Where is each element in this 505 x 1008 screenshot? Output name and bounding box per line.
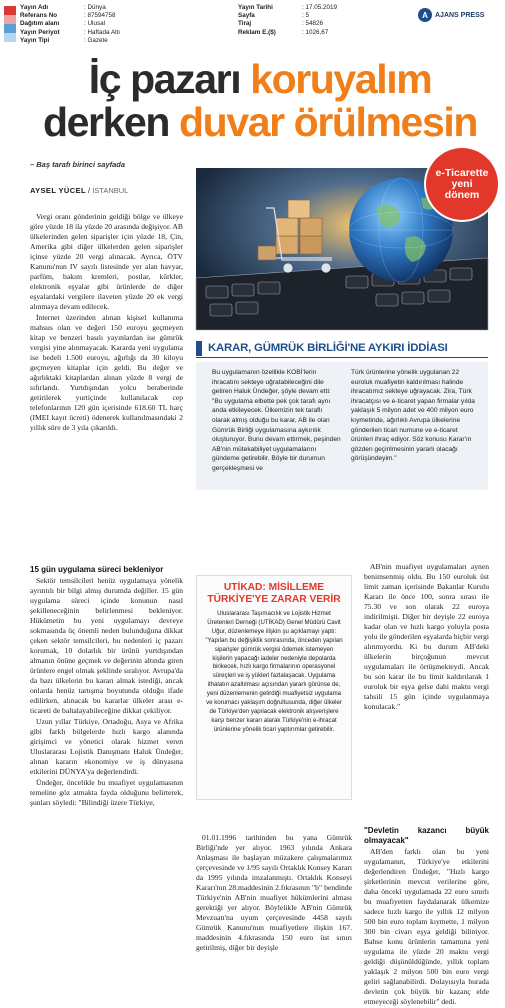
paragraph: 01.01.1996 tarihinden bu yana Gümrük Birliği'nde yer alıyor. 1963 yılında Ankara Anlaşması ile başlayan müzakere çalışmalarımız çerçevesinde ve 1/95 sayılı Ortaklık Konsey Kararı da 1995 yılında imzalanmıştı. Ortaklık Konseyi Kararı'nın 28.maddesinin 2.fıkrasının "b" bendinde Türkiye'nin AB'nin muafiyet hükümlerini alması gerektiği yer alıyor. Böylelikle AB'nin Gümrük Mevzuatı'na uyum çerçevesinde 4458 sayılı Gümrük Kanunu'nun muafiyetlere ilişkin 167. maddesinin 4.fıkrasında 150 euro üst sınırı getirilmiş, diğer bir deyişle [196,833,352,952]
paragraph: AB'nin muafiyet uygulamaları aynen benimsenmiş oldu. Bu 150 euroluk üst limit zaman içerisinde Bakanlar Kurulu Kararı ile önce 100, sonra sırası ile 75.30 ve son olarak 22 euroya indirilmişti. Diğer bir deyişle 22 euroya kadar olan ve hızlı kargo yoluyla posta yolu ile gönderilen eşyalarda hiçbir vergi alınmıyordu. Ki bu durum AB'deki ülkelerin birçoğunun mevcut uygulamaları ile örtüşmekteydi. Ancak bu son karar ile bu limit kaldırılarak 1 euroluk bir eşya gelse dahi maktu vergi tahsili 15 gün içinde uygulanmaya konulacak." [364,562,489,711]
meta-key: Yayın Adı [20,4,49,11]
meta-value: : Dünya [84,4,106,11]
meta-row [238,20,337,28]
headline-part: derken [42,99,180,145]
subheading: 15 gün uygulama süreci bekleniyor [30,565,164,574]
meta-value: : 1026,67 [302,28,329,36]
meta-key: Yayın Tarihi [238,4,273,11]
karar-left-text: Bu uygulamanın özellikle KOBİ'lerin ihracatını sekteye uğratabileceğini dile getiren Haluk Ündeğer, şöyle devam etti: "Bu uygulama elbette pek çok tarafı aynı anda etkileyecek. Ülkemizin tek taraflı olarak almış olduğu bu karar, AB ile olan Gümrük Birliği uygulamasına aykırılık oluşturuyor. Bunu devam ettirmek, peşinden AB'nin mütekabiliyet uygulamalarını gündeme getirebilir. Böyle bir durumun gerçekleşmesi ve [212,369,341,472]
byline-separator: / [85,186,93,195]
headline-part: koruyalım [250,56,432,102]
karar-right-text: Türk ürünlerine yönelik uygulanan 22 euroluk muafiyetin kaldırılması halinde ihracatımız sekteye uğrayacak. Zira, Türk ihracatçısı ve e-ticaret yapan firmalar yılda yaklaşık 5 milyon adet ve 400 milyon euro kıymetinde, ağırlıklı Avrupa ülkelerine gönderilen ticari numune ve e-ticaret ürünleri ihraç ediyor. Söz konusu Karar'ın gözden geçirilmesinin yararlı olacağı görüşündeyim." [351,369,475,463]
subheading: "Devletin kazancı büyük olmayacak" [364,826,489,845]
color-swatch [4,33,16,42]
paragraph: Uzun yıllar Türkiye, Ortadoğu, Asya ve Afrika gibi farklı bölgelerde hızlı kargo alanında girişimci ve yönetici olarak hizmet veren Uluslararası Lojistik Danışmanı Haluk Ündeğer, alınan kararın ekonomiye ve iş dünyasına etkilerini DÜNYA'ya değerlendirdi. [30,717,183,776]
title-accent-bar [196,341,202,356]
meta-value: : Ulusal [84,20,105,28]
meta-value: : Gazete [84,36,108,44]
meta-row [20,4,120,12]
e-ticaret-badge [426,148,498,220]
meta-value: : 87594758 [84,12,116,20]
meta-right [238,4,337,37]
ajans-press-logo [418,5,500,25]
meta-key: Referans No [20,12,58,20]
color-swatch [4,15,16,24]
author-name: AYSEL YÜCEL [30,186,86,195]
meta-row [238,29,337,37]
paragraph: AB'den farklı olan bu yeni uygulamanın, Türkiye'ye etkilerini değerlendiren Ündeğer, "Hızlı kargo şirketlerinin mevcut verilerine göre, daha önceki uygulamada 22 euro sınırlı bu muafiyetten faydalanarak ülkemize sadece hızlı kargo ile yıllık 12 milyon 500 bin euro toplam kıymette, 1 milyon 300 bin civarı eşya geldiği biliniyor. Bahse konu ürünlerin tamamına yeni uygulama ile yüzde 20 maktu vergi geldiği düşünüldüğünde, yıllık toplam yaklaşık 2 milyon 500 bin euro vergi geliri sağlanabilirdi. Dolayısıyla burada devletin çok büyük bir kazanç elde etmeyeceği söylenebilir" dedi. [364,847,489,1006]
byline-city: İSTANBUL [92,186,129,195]
meta-key: Yayın Tipi [20,36,50,44]
article-column-1-bottom [30,562,183,809]
meta-left [20,4,120,45]
article-column-3-top [364,562,489,713]
meta-row [238,4,337,12]
headline-part: duvar örülmesin [179,99,478,145]
karar-box-title [196,339,488,358]
meta-row [20,12,120,20]
badge-line: yeni [451,177,473,190]
article-column-2-bottom [196,833,352,954]
meta-value: : Haftada Altı [84,28,121,36]
utikad-text: Uluslararası Taşımacılık ve Lojistik Hizmet Üretenleri Derneği (UTİKAD) Genel Müdürü Cavit Uğur, düzenlemeye ilişkin şu açıklamayı yaptı: "Yapılan bu değişiklik sonrasında, önceden yapılan siparişler gümrük vergisi ödemek istemeyen kişilerin yapacağı iadeler nedeniyle depolarda birikecek, hızlı kargo firmalarının operasyonel süreçleri ve iş yükleri fazlalaşacak. Uygulama ithalatın azaltılması açısından yararlı görünse de, yeni düzenlemenin getirdiği muafiyetsiz uygulama ve korumacı yaklaşım doğrultusunda, diğer ülkeler de Türkiye'den yapılacak elektronik alışverişlere karşı benzer kararı alarak Türkiye'nin e-ihracat ürünlerine yönelik ticari yaptırımlar getirebilir. [205,610,343,733]
meta-row [20,29,120,37]
meta-row [20,20,120,28]
byline [30,186,128,195]
meta-row [238,12,337,20]
karar-box [196,362,488,490]
color-swatch [4,6,16,15]
headline [30,58,490,144]
utikad-box [196,575,352,800]
meta-key: Sayfa [238,12,255,20]
meta-row [20,37,120,45]
paragraph: İnternet üzerinden alınan kişisel kullanıma mahsus olan ve değeri 150 euroyu geçmeyen kitap ve benzeri basılı yayınlardan ise gümrük vergisi yine alınmayacak. Kararda yeni uygulama ise bedeli 1.500 euroyu, ağırlığı da 30 kiloyu geçmeyen kitaplar için geldi. Bu değer ve ağırlıktaki kitaplardan alınan yüzde 8 vergi de sıfırlandı. Yurtdışından yolcu beraberinde getirilerek yurtiçinde kullanılacak cep telefonlarının 120 gün içerisinde 618.60 TL harç (IMEI kayıt ücreti) ödenerek kullanılmasındaki 2 yıllık süre de 3 yıla çıkarıldı. [30,313,183,432]
color-registration-bar [4,6,16,42]
ajans-press-icon: A [418,8,432,22]
article-column-3-bottom [364,823,489,1008]
badge-line: e-Ticarette [435,166,489,179]
utikad-title: UTİKAD: MİSİLLEME [223,582,325,593]
color-swatch [4,24,16,33]
paragraph: Vergi oranı gönderinin geldiği bölge ve ülkeye göre yüzde 18 ila yüzde 20 arasında değişiyor. AB ülkelerinden gelen siparişler için yüzde 18, Çin, Amerika gibi diğer ülkelerden gelen siparişler içinse yüzde 20 vergi alınacak. Ayrıca, ÖTV Kanunu'nun IV sayılı listesinde yer alan havyar, parfüm, bakım kremleri, postlar, kürkler, elektronik eşyalar gibi ürünlerde de diğer eşyalardaki vergilere ilaveten yüzde 20 ek vergi alınmaya devam edilecek. [30,212,183,311]
kicker: – Baş tarafı birinci sayfada [30,160,126,169]
karar-title-text: KARAR, GÜMRÜK BİRLİĞİ'NE AYKIRI İDDİASI [208,342,448,354]
meta-key: Yayın Periyot [20,28,60,36]
utikad-title: TÜRKİYE'YE ZARAR VERİR [207,594,341,605]
paragraph: Ündeğer, öncelikle bu muafiyet uygulamasının temeline göz atmakta fayda olduğunu belirterek, şunları söyledi: "Bilindiği üzere Türkiye, [30,778,183,807]
meta-value: : 54826 [302,20,324,28]
meta-key: Tiraj [238,20,252,28]
meta-value: : 5 [302,12,310,20]
badge-line: dönem [444,188,480,201]
meta-value: : 17.05.2019 [302,4,338,11]
paragraph: Sektör temsilcileri henüz uygulamaya yönelik ayrıntılı bir bilgi almış durumda değiller. 15 gün uygulama süreci içinde konunun nasıl şekilleneceğinin belirlenmesi bekleniyor. Hükümetin bu yeni uygulamayı devreye sokmasında üç önemli neden bulunduğuna dikkat çeken sektör temsilcileri, bu nedenleri iç pazarı korumak, 10 dolarlık bir ürünü yurtdışından almanın önüne geçmek ve değerinin altında giren ürünlere engel olmak şeklinde sıralıyor. Avrupa'da da bazı ülkelerin bu kararı almak istediği, ancak onlarda henüz tartışma boyutunda olduğu ifade edilirken, alınacak bu kararlar ülkeler arası e-ticareti de baltalayabileceğine dikkat çekiliyor. [30,576,183,715]
meta-key: Dağıtım alanı [20,20,60,28]
logo-text: AJANS PRESS [435,11,485,19]
meta-key: Reklam E.($) [238,28,276,36]
headline-part: İç pazarı [88,56,251,102]
article-column-1-top [30,212,183,434]
